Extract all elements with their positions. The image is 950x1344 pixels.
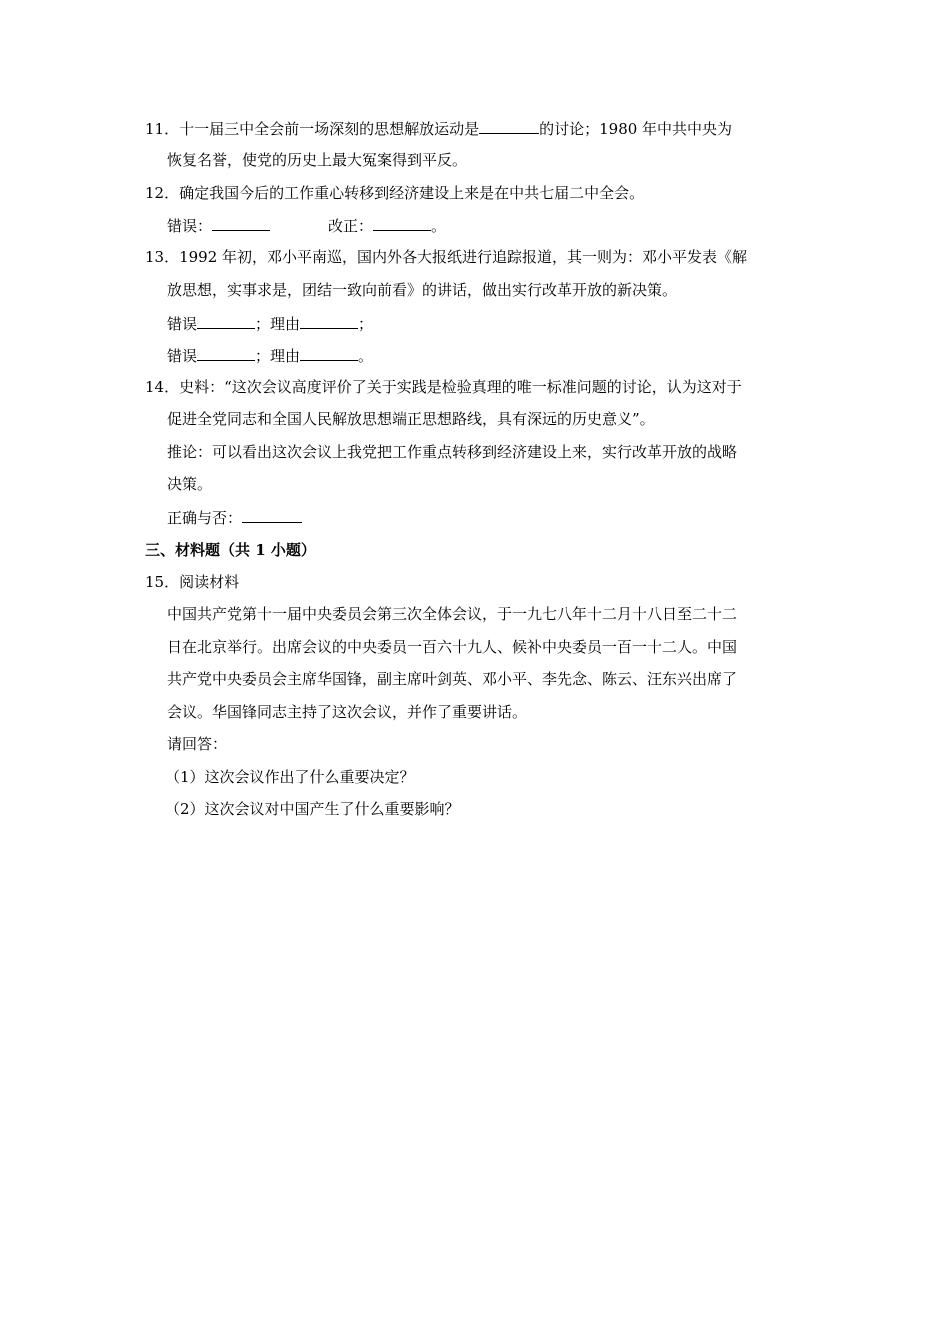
answer-label: 正确与否： (167, 509, 243, 527)
material-line-2: 日在北京举行。出席会议的中央委员一百六十九人、候补中央委员一百一十二人。中国 (167, 638, 738, 656)
question-text: 确定我国今后的工作重心转移到经济建设上来是在中共七届二中全会。 (179, 184, 645, 202)
wrong-blank[interactable] (197, 345, 255, 361)
question-number: 11． (145, 120, 180, 138)
material-line-3: 共产党中央委员会主席华国锋，副主席叶剑英、邓小平、李先念、陈云、汪东兴出席了 (167, 670, 738, 688)
question-text: 的讨论；1980 年中共中央为 (539, 120, 733, 138)
wrong-blank[interactable] (197, 313, 255, 329)
question-number: 12． (145, 184, 180, 202)
answer-blank[interactable] (242, 507, 302, 523)
question-11-line-2: 恢复名誉，使党的历史上最大冤案得到平反。 (167, 151, 468, 169)
answer-blank[interactable] (479, 118, 539, 134)
section-heading: 三、材料题（共 1 小题） (145, 541, 316, 559)
question-12-line-1 (145, 183, 644, 203)
wrong-label: 错误 (167, 315, 198, 333)
wrong-label: 错误： (167, 217, 213, 235)
material-line-4: 会议。华国锋同志主持了这次会议，并作了重要讲话。 (167, 703, 528, 721)
question-13-line-1 (145, 247, 747, 267)
wrong-blank[interactable] (212, 215, 270, 231)
material-line-1: 中国共产党第十一届中央委员会第三次全体会议，于一九七八年十二月十八日至二十二 (167, 605, 738, 623)
punctuation: ； (358, 315, 374, 333)
question-14-answer-row (167, 507, 302, 528)
punctuation: 。 (358, 347, 374, 365)
question-14-line-3: 推论：可以看出这次会议上我党把工作重点转移到经济建设上来，实行改革开放的战略 (167, 443, 738, 461)
question-14-line-4: 决策。 (167, 475, 213, 493)
question-15-title (145, 572, 239, 592)
reason-blank[interactable] (300, 345, 358, 361)
fix-label: 改正： (328, 217, 374, 235)
question-text: 史料：“这次会议高度评价了关于实践是检验真理的唯一标准问题的讨论，认为这对于 (179, 378, 742, 396)
question-13-answer-row-1 (167, 313, 373, 334)
question-11-line-1 (145, 118, 732, 139)
answer-prompt: 请回答： (167, 735, 228, 753)
question-text: 十一届三中全会前一场深刻的思想解放运动是 (179, 120, 480, 138)
question-12-answer-row (167, 215, 446, 236)
question-13-answer-row-2 (167, 345, 373, 366)
question-14-line-1 (145, 377, 742, 397)
punctuation: 。 (431, 217, 447, 235)
question-text: 1992 年初，邓小平南巡，国内外各大报纸进行追踪报道，其一则为：邓小平发表《解 (179, 248, 748, 266)
question-number: 15． (145, 573, 180, 591)
question-14-line-2: 促进全党同志和全国人民解放思想端正思想路线，具有深远的历史意义”。 (167, 410, 655, 428)
fix-blank[interactable] (373, 215, 431, 231)
question-number: 13． (145, 248, 180, 266)
reason-label: ；理由 (255, 347, 301, 365)
sub-question-2: （2）这次会议对中国产生了什么重要影响？ (165, 800, 460, 818)
question-13-line-2: 放思想，实事求是，团结一致向前看》的讲话，做出实行改革开放的新决策。 (167, 281, 678, 299)
question-text: 阅读材料 (179, 573, 240, 591)
reason-blank[interactable] (300, 313, 358, 329)
question-number: 14． (145, 378, 180, 396)
wrong-label: 错误 (167, 347, 198, 365)
reason-label: ；理由 (255, 315, 301, 333)
sub-question-1: （1）这次会议作出了什么重要决定？ (165, 768, 415, 786)
